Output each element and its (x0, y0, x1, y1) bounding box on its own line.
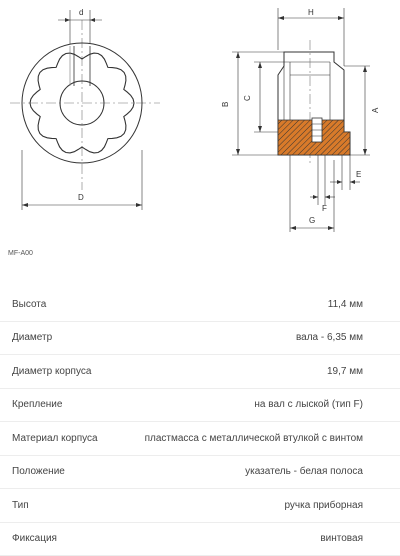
spec-row (0, 456, 400, 490)
spec-table (0, 288, 400, 556)
dim-label-G: G (309, 216, 315, 225)
spec-label: Крепление (12, 399, 62, 410)
spec-row (0, 322, 400, 356)
dim-label-C: C (243, 95, 252, 101)
spec-row (0, 355, 400, 389)
front-view (10, 10, 160, 210)
spec-label: Высота (12, 299, 46, 310)
spec-value: вала - 6,35 мм (296, 332, 363, 343)
spec-value: ручка приборная (284, 500, 363, 511)
spec-row (0, 523, 400, 556)
spec-label: Положение (12, 466, 65, 477)
dim-label-A: A (371, 107, 380, 113)
dim-label-B: B (221, 102, 230, 107)
technical-drawing (0, 0, 400, 260)
spec-row (0, 489, 400, 523)
dim-label-E: E (356, 170, 361, 179)
dim-label-H: H (308, 8, 314, 17)
spec-value: пластмасса с металлической втулкой с винтом (145, 433, 363, 444)
spec-row (0, 422, 400, 456)
spec-label: Тип (12, 500, 29, 511)
spec-value: 11,4 мм (328, 299, 363, 310)
dim-label-D: D (78, 193, 84, 202)
dim-label-F: F (322, 204, 327, 213)
spec-row (0, 389, 400, 423)
spec-row (0, 288, 400, 322)
spec-value: на вал с лыской (тип F) (254, 399, 363, 410)
spec-label: Диаметр (12, 332, 52, 343)
spec-value: 19,7 мм (327, 366, 363, 377)
dim-label-d: d (79, 8, 83, 17)
spec-label: Диаметр корпуса (12, 366, 91, 377)
model-code: MF-A00 (8, 250, 33, 257)
spec-value: винтовая (320, 533, 363, 544)
spec-value: указатель - белая полоса (245, 466, 363, 477)
spec-label: Фиксация (12, 533, 57, 544)
spec-label: Материал корпуса (12, 433, 98, 444)
